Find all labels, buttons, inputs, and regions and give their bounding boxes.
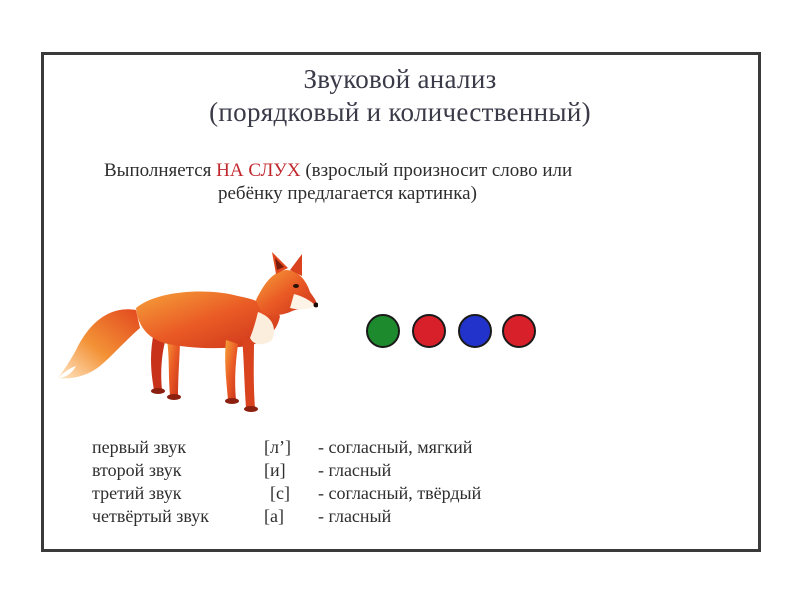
fox-illustration	[58, 250, 318, 420]
sound-description: - гласный	[318, 506, 392, 526]
sound-circle-4	[502, 314, 536, 348]
intro-prefix: Выполняется	[104, 160, 217, 181]
sound-description: - гласный	[318, 460, 392, 480]
intro-highlight: НА СЛУХ	[216, 160, 301, 181]
sound-transcription: [с]	[270, 483, 290, 503]
sound-circle-1	[366, 314, 400, 348]
intro-suffix: (взрослый произносит слово или	[300, 160, 573, 181]
sound-description: - согласный, твёрдый	[318, 483, 482, 503]
slide-title: Звуковой анализ	[303, 64, 497, 94]
sound-transcription: [и]	[264, 460, 286, 480]
sound-transcription: [а]	[264, 506, 284, 526]
sound-circle-2	[412, 314, 446, 348]
sound-position: первый звук	[92, 437, 187, 457]
sound-position: второй звук	[92, 460, 182, 480]
intro-line-2: ребёнку предлагается картинка)	[218, 183, 477, 204]
sound-transcription: [л’]	[264, 437, 291, 457]
sound-circle-3	[458, 314, 492, 348]
sound-position: четвёртый звук	[92, 506, 209, 526]
intro-line-1	[104, 160, 572, 182]
slide-subtitle: (порядковый и количественный)	[209, 97, 591, 127]
sound-position: третий звук	[92, 483, 182, 503]
sound-description: - согласный, мягкий	[318, 437, 473, 457]
